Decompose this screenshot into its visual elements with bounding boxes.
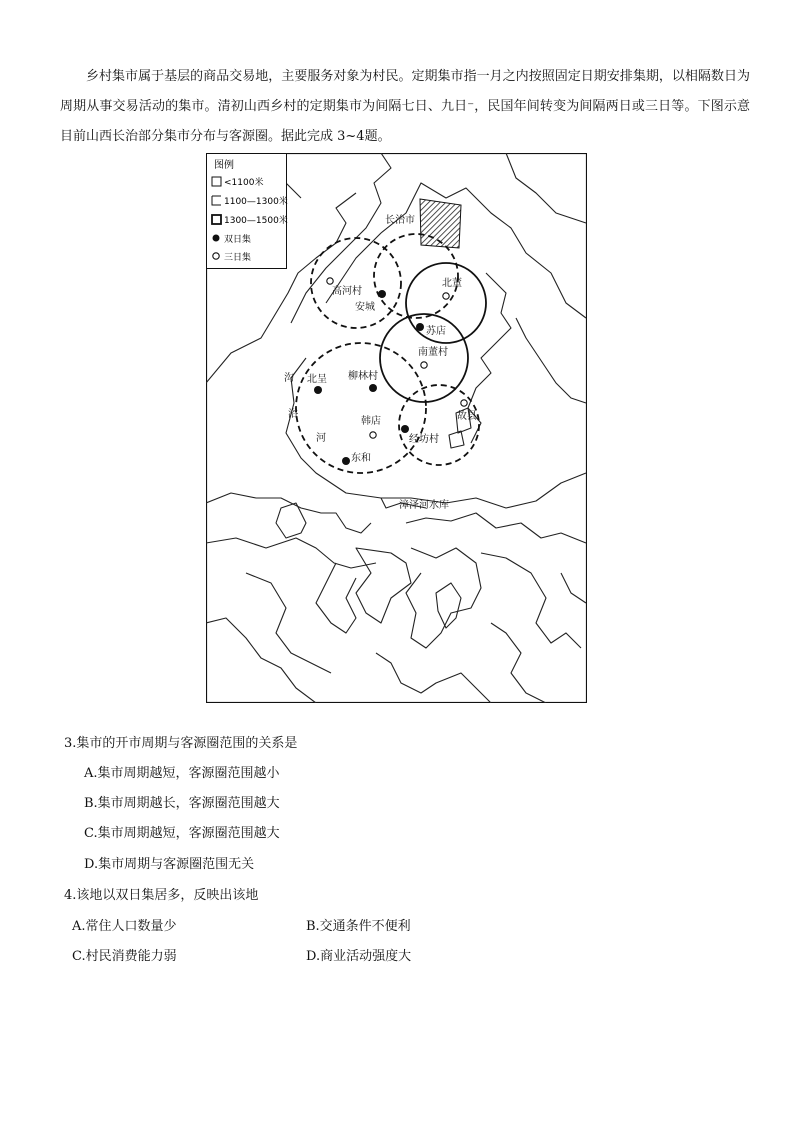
market-donghe-icon: [342, 457, 350, 465]
label-beicheng: 北呈: [307, 374, 327, 385]
market-handian-icon: [370, 432, 376, 438]
legend-swatch-low: [212, 177, 221, 186]
changzhi-city-area: [420, 199, 461, 248]
legend-double-day-icon: [213, 235, 220, 242]
market-guxian-icon: [461, 400, 467, 406]
legend: [207, 154, 288, 269]
legend-swatch-high: [212, 215, 221, 224]
q4-option-b: B.交通条件不便利: [306, 919, 411, 934]
q4-option-c: C.村民消费能力弱: [72, 949, 177, 964]
label-river-2: 浴: [288, 409, 298, 420]
legend-title: 图例: [214, 160, 234, 171]
legend-item-mid: 1100—1300米: [224, 197, 288, 207]
q3-option-a: A.集市周期越短，客源圈范围越小: [84, 766, 280, 781]
label-ancheng: 安城: [355, 302, 375, 313]
market-liulin-icon: [369, 384, 377, 392]
label-gaohecun: 高河村: [332, 286, 362, 297]
market-beidong-icon: [443, 293, 449, 299]
q4-stem: 4.该地以双日集居多，反映出该地: [64, 888, 259, 903]
market-ancheng-icon: [378, 290, 386, 298]
legend-three-day-icon: [213, 253, 219, 259]
market-beicheng-icon: [314, 386, 322, 394]
label-sudian: 苏店: [426, 326, 446, 337]
label-handian: 韩店: [361, 416, 381, 427]
label-donghe: 东和: [351, 453, 371, 464]
label-river-1: 沟: [284, 373, 294, 384]
market-nanzhang-icon: [421, 362, 427, 368]
q4-option-a: A.常住人口数量少: [72, 919, 177, 934]
legend-item-three: 三日集: [224, 253, 252, 263]
label-guxian: 故县: [457, 411, 477, 422]
q4-option-d: D.商业活动强度大: [306, 949, 412, 964]
market-sudian-icon: [416, 323, 424, 331]
label-river-3: 河: [316, 433, 326, 444]
legend-item-high: 1300—1500米: [224, 216, 288, 226]
market-jingfang-icon: [401, 425, 409, 433]
label-changzhi: 长治市: [385, 215, 415, 226]
label-nanzhangcun: 南董村: [418, 347, 448, 358]
market-gaohe-icon: [327, 278, 333, 284]
intro-paragraph: 乡村集市属于基层的商品交易地，主要服务对象为村民。定期集市指一月之内按照固定日期安排集期，以相隔数日为周期从事交易活动的集市。清初山西乡村的定期集市为间隔七日、九日⁻，民国年间转变为间隔两日或三日等。下图示意目前山西长治部分集市分布与客源圈。据此完成 3~4题。: [60, 69, 750, 144]
q3-stem: 3.集市的开市周期与客源圈范围的关系是: [64, 736, 298, 751]
legend-item-low: <1100米: [224, 178, 264, 188]
q3-option-c: C.集市周期越短，客源圈范围越大: [84, 826, 280, 841]
q3-option-d: D.集市周期与客源圈范围无关: [84, 857, 255, 872]
market-map: [206, 153, 587, 703]
label-jingfangcun: 经坊村: [409, 434, 439, 445]
legend-item-double: 双日集: [224, 235, 252, 245]
label-reservoir: 漳泽河水库: [399, 500, 449, 511]
q3-option-b: B.集市周期越长，客源圈范围越大: [84, 796, 280, 811]
label-liulincun: 柳林村: [348, 371, 378, 382]
label-beidong: 北董: [442, 278, 462, 289]
